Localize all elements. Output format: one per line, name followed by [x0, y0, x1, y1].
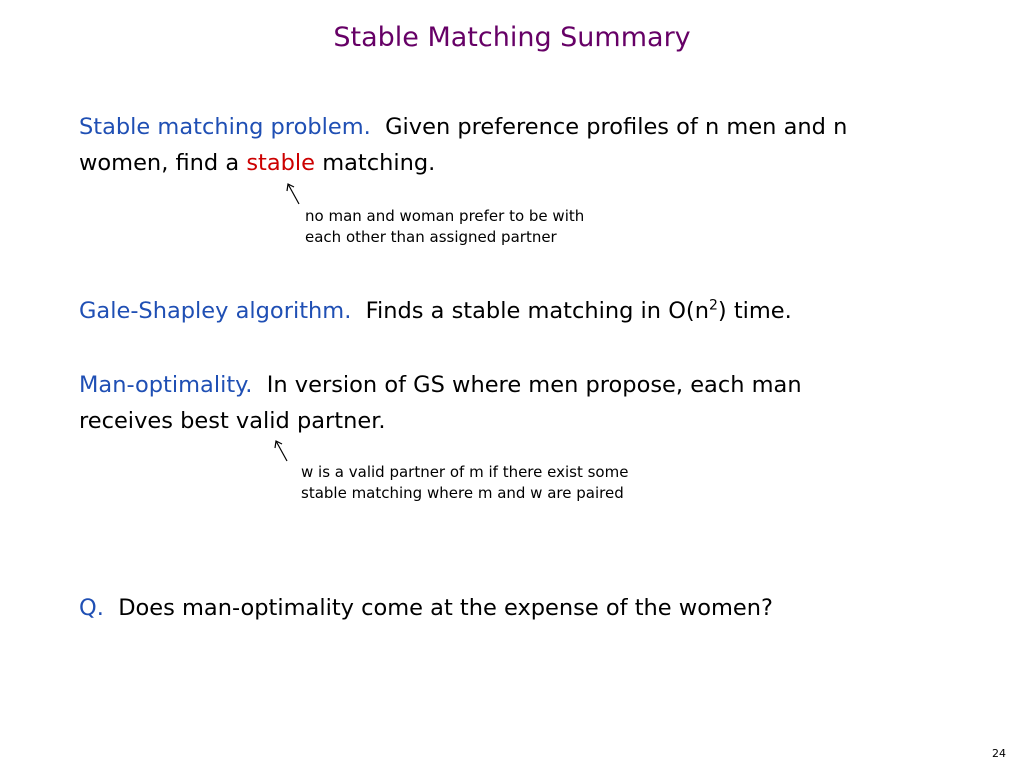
paragraph-line — [79, 109, 847, 145]
stable-matching-problem-paragraph — [79, 109, 847, 181]
note-line: w is a valid partner of m if there exist some — [301, 463, 629, 481]
gale-shapley-heading: Gale-Shapley algorithm. — [79, 298, 352, 324]
slide-title: Stable Matching Summary — [333, 22, 691, 53]
paragraph-text: Finds a stable matching in O(n — [365, 298, 709, 324]
exponent: 2 — [708, 297, 718, 314]
annotation-arrow — [270, 437, 294, 465]
gale-shapley-paragraph — [79, 293, 792, 329]
stable-definition-note — [305, 206, 584, 248]
question-heading: Q. — [79, 595, 104, 621]
man-optimality-paragraph — [79, 367, 802, 439]
stable-highlight: stable — [246, 150, 316, 176]
note-line: no man and woman prefer to be with — [305, 207, 585, 225]
page-number: 24 — [992, 747, 1006, 760]
note-line: stable matching where m and w are paired — [301, 484, 624, 502]
paragraph-text: receives best valid partner. — [79, 408, 386, 434]
man-optimality-heading: Man-optimality. — [79, 372, 253, 398]
paragraph-line — [79, 367, 802, 403]
paragraph-text: ) time. — [717, 298, 792, 324]
paragraph-text: Given preference profiles of n men and n — [385, 114, 848, 140]
annotation-arrow — [282, 180, 306, 208]
question-paragraph — [79, 590, 773, 626]
note-line: each other than assigned partner — [305, 228, 557, 246]
paragraph-line — [79, 403, 802, 439]
stable-matching-problem-heading: Stable matching problem. — [79, 114, 371, 140]
paragraph-line — [79, 145, 847, 181]
valid-partner-note — [301, 462, 628, 504]
paragraph-text: Does man-optimality come at the expense of the women? — [118, 595, 773, 621]
paragraph-text: matching. — [322, 150, 436, 176]
paragraph-text: In version of GS where men propose, each man — [266, 372, 802, 398]
paragraph-text: women, find a — [79, 150, 240, 176]
